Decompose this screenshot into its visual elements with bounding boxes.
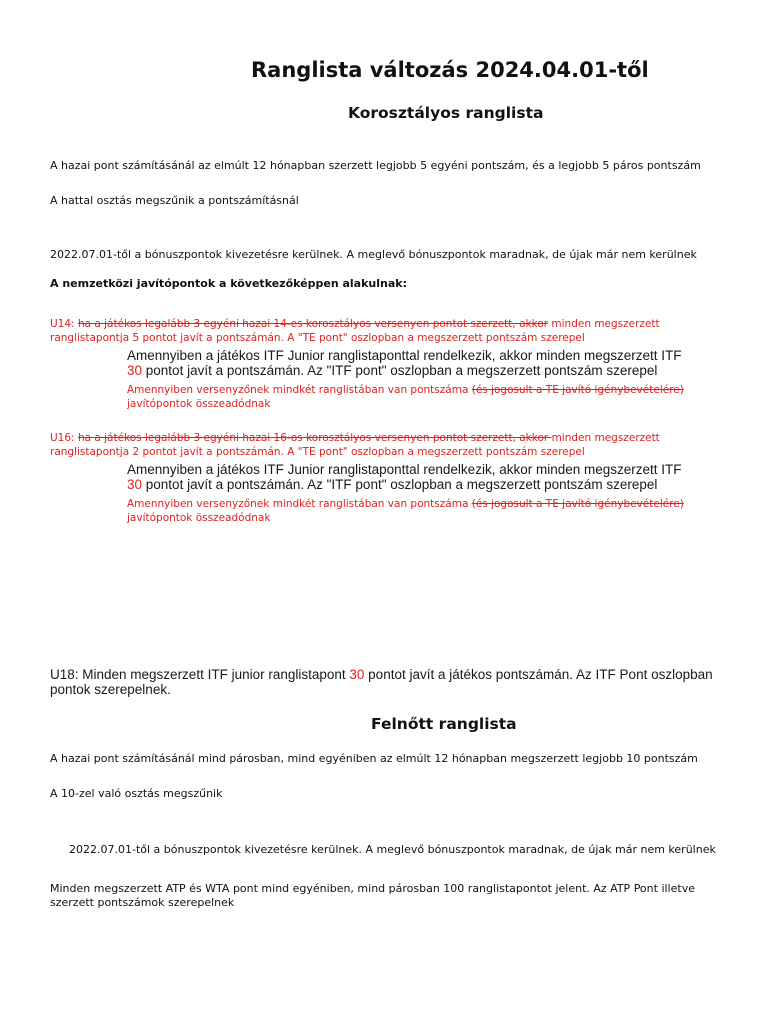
u14-rest: minden megszerzett	[551, 318, 660, 330]
u14-both-line2: javítópontok összeadódnak	[127, 398, 271, 410]
u14-both-line1	[127, 384, 684, 396]
u14-itf-number: 30	[127, 363, 143, 378]
u16-itf-number: 30	[127, 477, 143, 492]
u14-itf-line2	[127, 363, 657, 378]
junior-p1: A hazai pont számításánál az elmúlt 12 hónapban szerzett legjobb 5 egyéni pontszám, és a legjobb 5 páros pontszám	[50, 159, 701, 172]
u16-itf-line1: Amennyiben a játékos ITF Junior ranglistaponttal rendelkezik, akkor minden megszerzett ITF	[127, 462, 682, 477]
u16-struck-text: ha a játékos legalább 3 egyéni hazai 16-os korosztályos versenyen pontot szerzett, akkor	[77, 432, 552, 444]
u16-rest: minden megszerzett	[551, 432, 660, 444]
u18-text-post: pontot javít a játékos pontszámán. Az ITF Pont oszlopban	[364, 667, 713, 682]
adult-p1: A hazai pont számításánál mind párosban, mind egyéniben az elmúlt 12 hónapban megszerzett legjobb 10 pontszám	[50, 752, 698, 765]
u14-line2: ranglistapontja 5 pontot javít a pontszámán. A "TE pont" oszlopban a megszerzett pontszám szerepel	[50, 332, 585, 344]
junior-p2: A hattal osztás megszűnik a pontszámításnál	[50, 194, 299, 207]
adult-p4-line1: Minden megszerzett ATP és WTA pont mind egyéniben, mind párosban 100 ranglistapontot jelent. Az ATP Pont illetve	[50, 882, 695, 895]
u14-both-text: Amennyiben versenyzőnek mindkét ranglistában van pontszáma	[127, 384, 472, 396]
u14-itf-text: pontot javít a pontszámán. Az "ITF pont" oszlopban a megszerzett pontszám szerepel	[142, 363, 658, 378]
u16-both-line2: javítópontok összeadódnak	[127, 512, 271, 524]
adult-p3: 2022.07.01-től a bónuszpontok kivezetésre kerülnek. A meglevő bónuszpontok maradnak, de újak már nem kerülnek	[69, 843, 716, 856]
u18-line2: pontok szerepelnek.	[50, 682, 171, 697]
u18-text-pre: U18: Minden megszerzett ITF junior ranglistapont	[50, 667, 350, 682]
u14-struck-text: ha a játékos legalább 3 egyéni hazai 14-es korosztályos versenyen pontot szerzett, akkor	[77, 318, 549, 330]
u16-itf-line2	[127, 477, 657, 492]
page-title: Ranglista változás 2024.04.01-től	[251, 58, 649, 82]
junior-heading: Korosztályos ranglista	[348, 104, 544, 122]
u14-both-struck: (és jogosult a TE javító igénybevételére)	[471, 384, 684, 396]
u16-line2: ranglistapontja 2 pontot javít a pontszámán. A "TE pont" oszlopban a megszerzett pontszám szerepel	[50, 446, 585, 458]
u18-number: 30	[349, 667, 365, 682]
u16-line1	[50, 432, 660, 444]
u16-itf-text: pontot javít a pontszámán. Az "ITF pont" oszlopban a megszerzett pontszám szerepel	[142, 477, 658, 492]
u16-both-text: Amennyiben versenyzőnek mindkét ranglistában van pontszáma	[127, 498, 472, 510]
adult-heading: Felnőtt ranglista	[371, 715, 517, 733]
adult-p4-line2: szerzett pontszámok szerepelnek	[50, 896, 235, 909]
u16-both-line1	[127, 498, 684, 510]
u16-both-struck: (és jogosult a TE javító igénybevételére)	[471, 498, 684, 510]
u18-line1	[50, 667, 713, 682]
u16-prefix: U16:	[50, 432, 75, 444]
u14-prefix: U14:	[50, 318, 75, 330]
u14-line1	[50, 318, 660, 330]
junior-p3: 2022.07.01-től a bónuszpontok kivezetésre kerülnek. A meglevő bónuszpontok maradnak, de újak már nem kerülnek	[50, 248, 697, 261]
adult-p2: A 10-zel való osztás megszűnik	[50, 787, 223, 800]
junior-p4: A nemzetközi javítópontok a következőképpen alakulnak:	[50, 277, 407, 290]
u14-itf-line1: Amennyiben a játékos ITF Junior ranglistaponttal rendelkezik, akkor minden megszerzett ITF	[127, 348, 682, 363]
